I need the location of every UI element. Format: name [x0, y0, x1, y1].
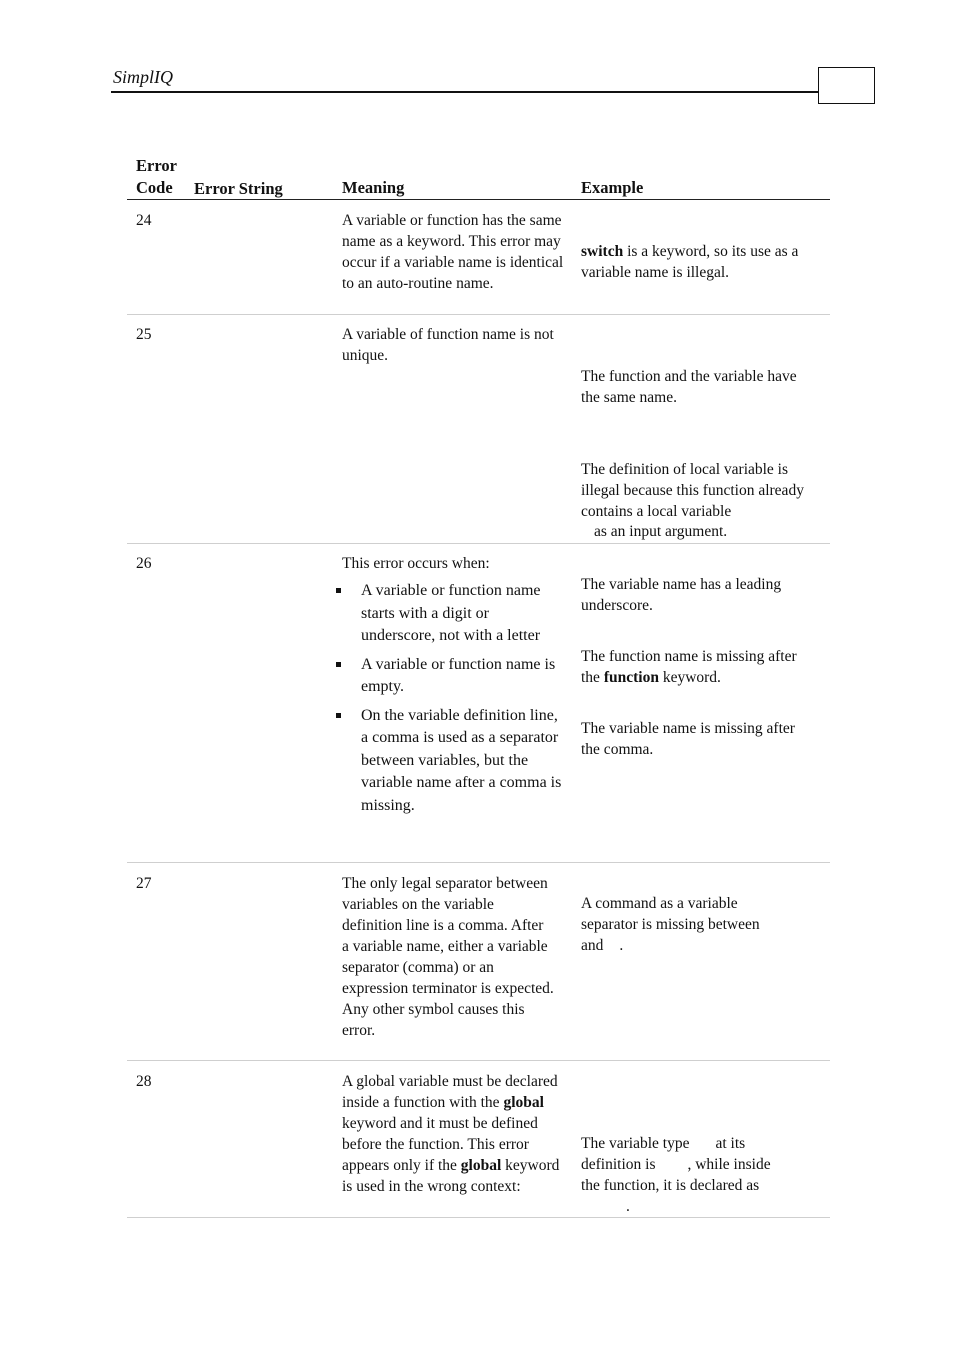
example-text: keyword. [658, 669, 721, 686]
meaning-intro: This error occurs when: [342, 555, 490, 572]
example-cell: The variable name is missing after the comma. [581, 720, 795, 758]
column-header-error-code [136, 155, 177, 199]
keyword-function: function [603, 669, 659, 686]
header-rule-bottom [127, 199, 830, 200]
list-item: On the variable definition line, a comma is used as a separator between variables, but the variable name after a comma is missing. [343, 705, 565, 818]
example-cell: The function and the variable have the same name. [581, 368, 797, 406]
error-code: 25 [136, 326, 152, 343]
row-divider [127, 1060, 830, 1061]
example-cell: The variable name has a leading underscore. [581, 576, 782, 614]
row-divider [127, 543, 830, 544]
example-line [581, 1133, 771, 1154]
example-text: The variable type [581, 1135, 690, 1152]
example-cell [581, 893, 760, 956]
meaning-bullet-list [343, 574, 565, 817]
meaning-cell: The only legal separator between variables on the variable definition line is a comma. After a variable name, either a variable separator (comma) or an expression terminator is expected. Any other symbol causes this error. [342, 875, 554, 1039]
example-text: at its [715, 1135, 746, 1152]
page-number-box [818, 67, 875, 104]
column-header-meaning: Meaning [342, 178, 405, 197]
error-code: 24 [136, 212, 152, 229]
running-header-title: SimplIQ [113, 67, 173, 87]
column-header-code-line1: Error [136, 156, 177, 175]
example-cell: The definition of local variable is illegal because this function already contains a local variable [581, 461, 804, 520]
meaning-text: keyword and it must be defined before the function. This error appears only if the [342, 1115, 538, 1174]
example-cell [581, 241, 826, 283]
error-code: 27 [136, 875, 152, 892]
meaning-cell: A variable or function has the same name as a keyword. This error may occur if a variable name is identical to an auto-routine name. [342, 212, 564, 292]
meaning-text: A global variable must be declared inside a function with the [342, 1073, 558, 1111]
column-header-error-string: Error String [194, 179, 283, 198]
example-text: The function name is missing after the [581, 648, 797, 686]
row-divider [127, 862, 830, 863]
column-header-example: Example [581, 178, 644, 197]
example-line [581, 1154, 771, 1175]
example-line: . [626, 1198, 630, 1215]
keyword-switch: switch [581, 243, 624, 260]
row-divider [127, 314, 830, 315]
example-text: . [619, 937, 624, 954]
column-header-code-line2: Code [136, 178, 173, 197]
example-text: definition is [581, 1156, 656, 1173]
example-cell-continuation: as an input argument. [594, 523, 728, 540]
example-line [581, 935, 760, 956]
meaning-cell [342, 1071, 564, 1197]
example-line: the function, it is declared as [581, 1177, 760, 1194]
example-cell [581, 646, 811, 688]
list-item: A variable or function name starts with a digit or underscore, not with a letter [343, 580, 565, 648]
row-divider [127, 1217, 830, 1218]
keyword-global: global [503, 1094, 544, 1111]
example-line: separator is missing between [581, 916, 760, 933]
list-item: A variable or function name is empty. [343, 654, 565, 699]
meaning-cell: A variable of function name is not unique. [342, 326, 554, 364]
meaning-text: keyword is used in the wrong context: [342, 1157, 560, 1195]
example-cell [581, 1133, 771, 1217]
example-text: , while inside [687, 1156, 771, 1173]
example-line: A command as a variable [581, 895, 738, 912]
header-rule [111, 91, 819, 93]
example-text: and [581, 937, 604, 954]
example-text: is a keyword, so its use as a variable name is illegal. [581, 243, 799, 281]
error-code: 28 [136, 1073, 152, 1090]
error-code: 26 [136, 555, 152, 572]
keyword-global: global [460, 1157, 502, 1174]
